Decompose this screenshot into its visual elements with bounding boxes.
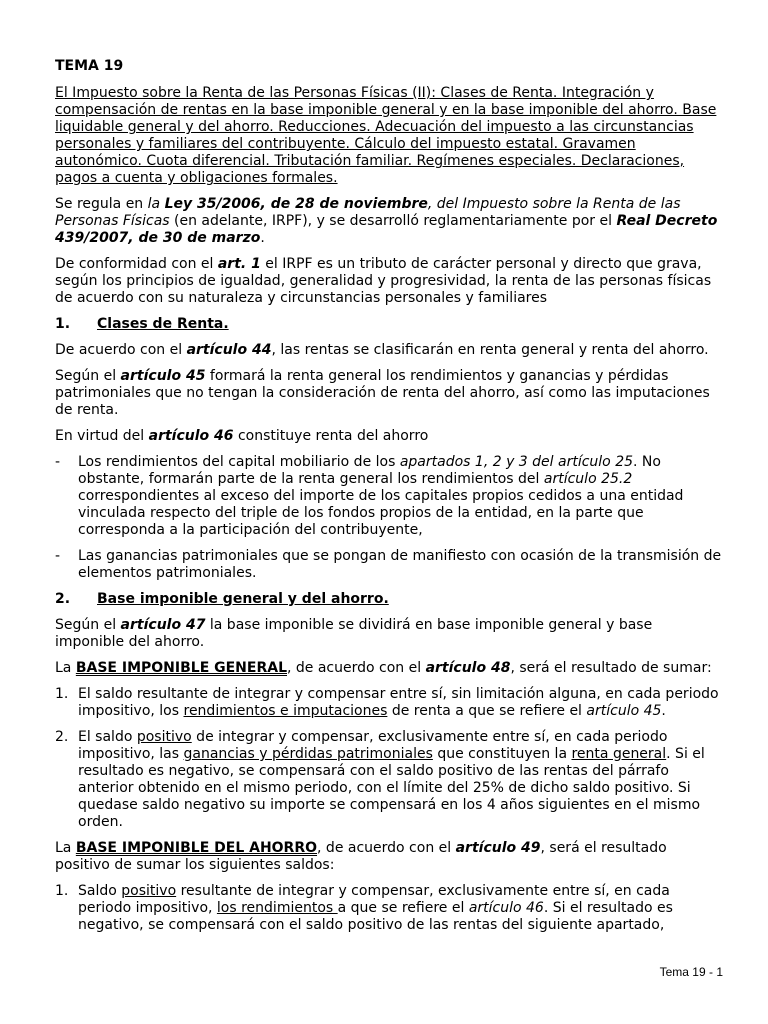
paragraph-regulation: Se regula en la Ley 35/2006, de 28 de noviembre, del Impuesto sobre la Renta de las Personas Físicas (en adelante, IRPF), y se desarrolló reglamentariamente por el Real Decreto 439/2007, de 30 de marzo.	[55, 196, 718, 246]
paragraph-definition: De conformidad con el art. 1 el IRPF es un tributo de carácter personal y directo que grava, según los principios de igualdad, generalidad y progresividad, la renta de las personas físicas de acuerdo con su naturaleza y circunstancias personales y familiares	[55, 256, 712, 306]
list-item-ganancias-patrimoniales: - Las ganancias patrimoniales que se pongan de manifiesto con ocasión de la transmisión de elementos patrimoniales.	[55, 548, 722, 581]
document-title: TEMA 19	[55, 58, 124, 74]
list-item-ganancias-perdidas: 2. El saldo positivo de integrar y compensar, exclusivamente entre sí, en cada periodo impositivo, las ganancias y pérdidas patrimoniales que constituyen la renta general. Si el resultado es negativo, se compensará con el saldo positivo de las rentas del párrafo anterior obtenido en el mismo periodo, con el límite del 25% de dicho saldo positivo. Si quedase saldo negativo su importe se compensará en los 4 años siguientes en el mismo orden.	[55, 729, 705, 830]
paragraph-art45: Según el artículo 45 formará la renta general los rendimientos y ganancias y pérdidas patrimoniales que no tengan la consideración de renta del ahorro, así como las imputaciones de renta.	[55, 368, 710, 418]
paragraph-art46: En virtud del artículo 46 constituye renta del ahorro	[55, 428, 429, 444]
paragraph-base-imponible-ahorro: La BASE IMPONIBLE DEL AHORRO, de acuerdo con el artículo 49, será el resultado positivo de sumar los siguientes saldos:	[55, 840, 667, 873]
topic-summary: El Impuesto sobre la Renta de las Personas Físicas (II): Clases de Renta. Integración y compensación de rentas en la base imponible general y en la base imponible del ahorro. Base liquidable general y del ahorro. Reducciones. Adecuación del impuesto a las circunstancias personales y familiares del contribuyente. Cálculo del impuesto estatal. Gravamen autonómico. Cuota diferencial. Tributación familiar. Regímenes especiales. Declaraciones, pagos a cuenta y obligaciones formales.	[55, 85, 717, 186]
list-item-saldo-positivo: 1. Saldo positivo resultante de integrar y compensar, exclusivamente entre sí, en cada periodo impositivo, los rendimientos a que se refiere el artículo 46. Si el resultado es negativo, se compensará con el saldo positivo de las rentas del siguiente apartado,	[55, 883, 673, 933]
paragraph-art44: De acuerdo con el artículo 44, las rentas se clasificarán en renta general y renta del ahorro.	[55, 342, 709, 358]
section-heading-clases-de-renta: 1. Clases de Renta.	[55, 316, 229, 332]
list-item-rendimientos: 1. El saldo resultante de integrar y compensar entre sí, sin limitación alguna, en cada periodo impositivo, los rendimientos e imputaciones de renta a que se refiere el artículo 45.	[55, 686, 719, 719]
document-body	[55, 58, 725, 943]
section-heading-base-imponible: 2. Base imponible general y del ahorro.	[55, 591, 389, 607]
paragraph-base-imponible-general: La BASE IMPONIBLE GENERAL, de acuerdo con el artículo 48, será el resultado de sumar:	[55, 660, 712, 676]
page-footer: Tema 19 - 1	[659, 965, 723, 979]
paragraph-art47: Según el artículo 47 la base imponible se dividirá en base imponible general y base imponible del ahorro.	[55, 617, 653, 650]
list-item-capital-mobiliario: - Los rendimientos del capital mobiliario de los apartados 1, 2 y 3 del artículo 25. No obstante, formarán parte de la renta general los rendimientos del artículo 25.2 correspondientes al exceso del importe de los capitales propios cedidos a una entidad vinculada respecto del triple de los fondos propios de la entidad, en la parte que corresponda a la participación del contribuyente,	[55, 454, 684, 538]
